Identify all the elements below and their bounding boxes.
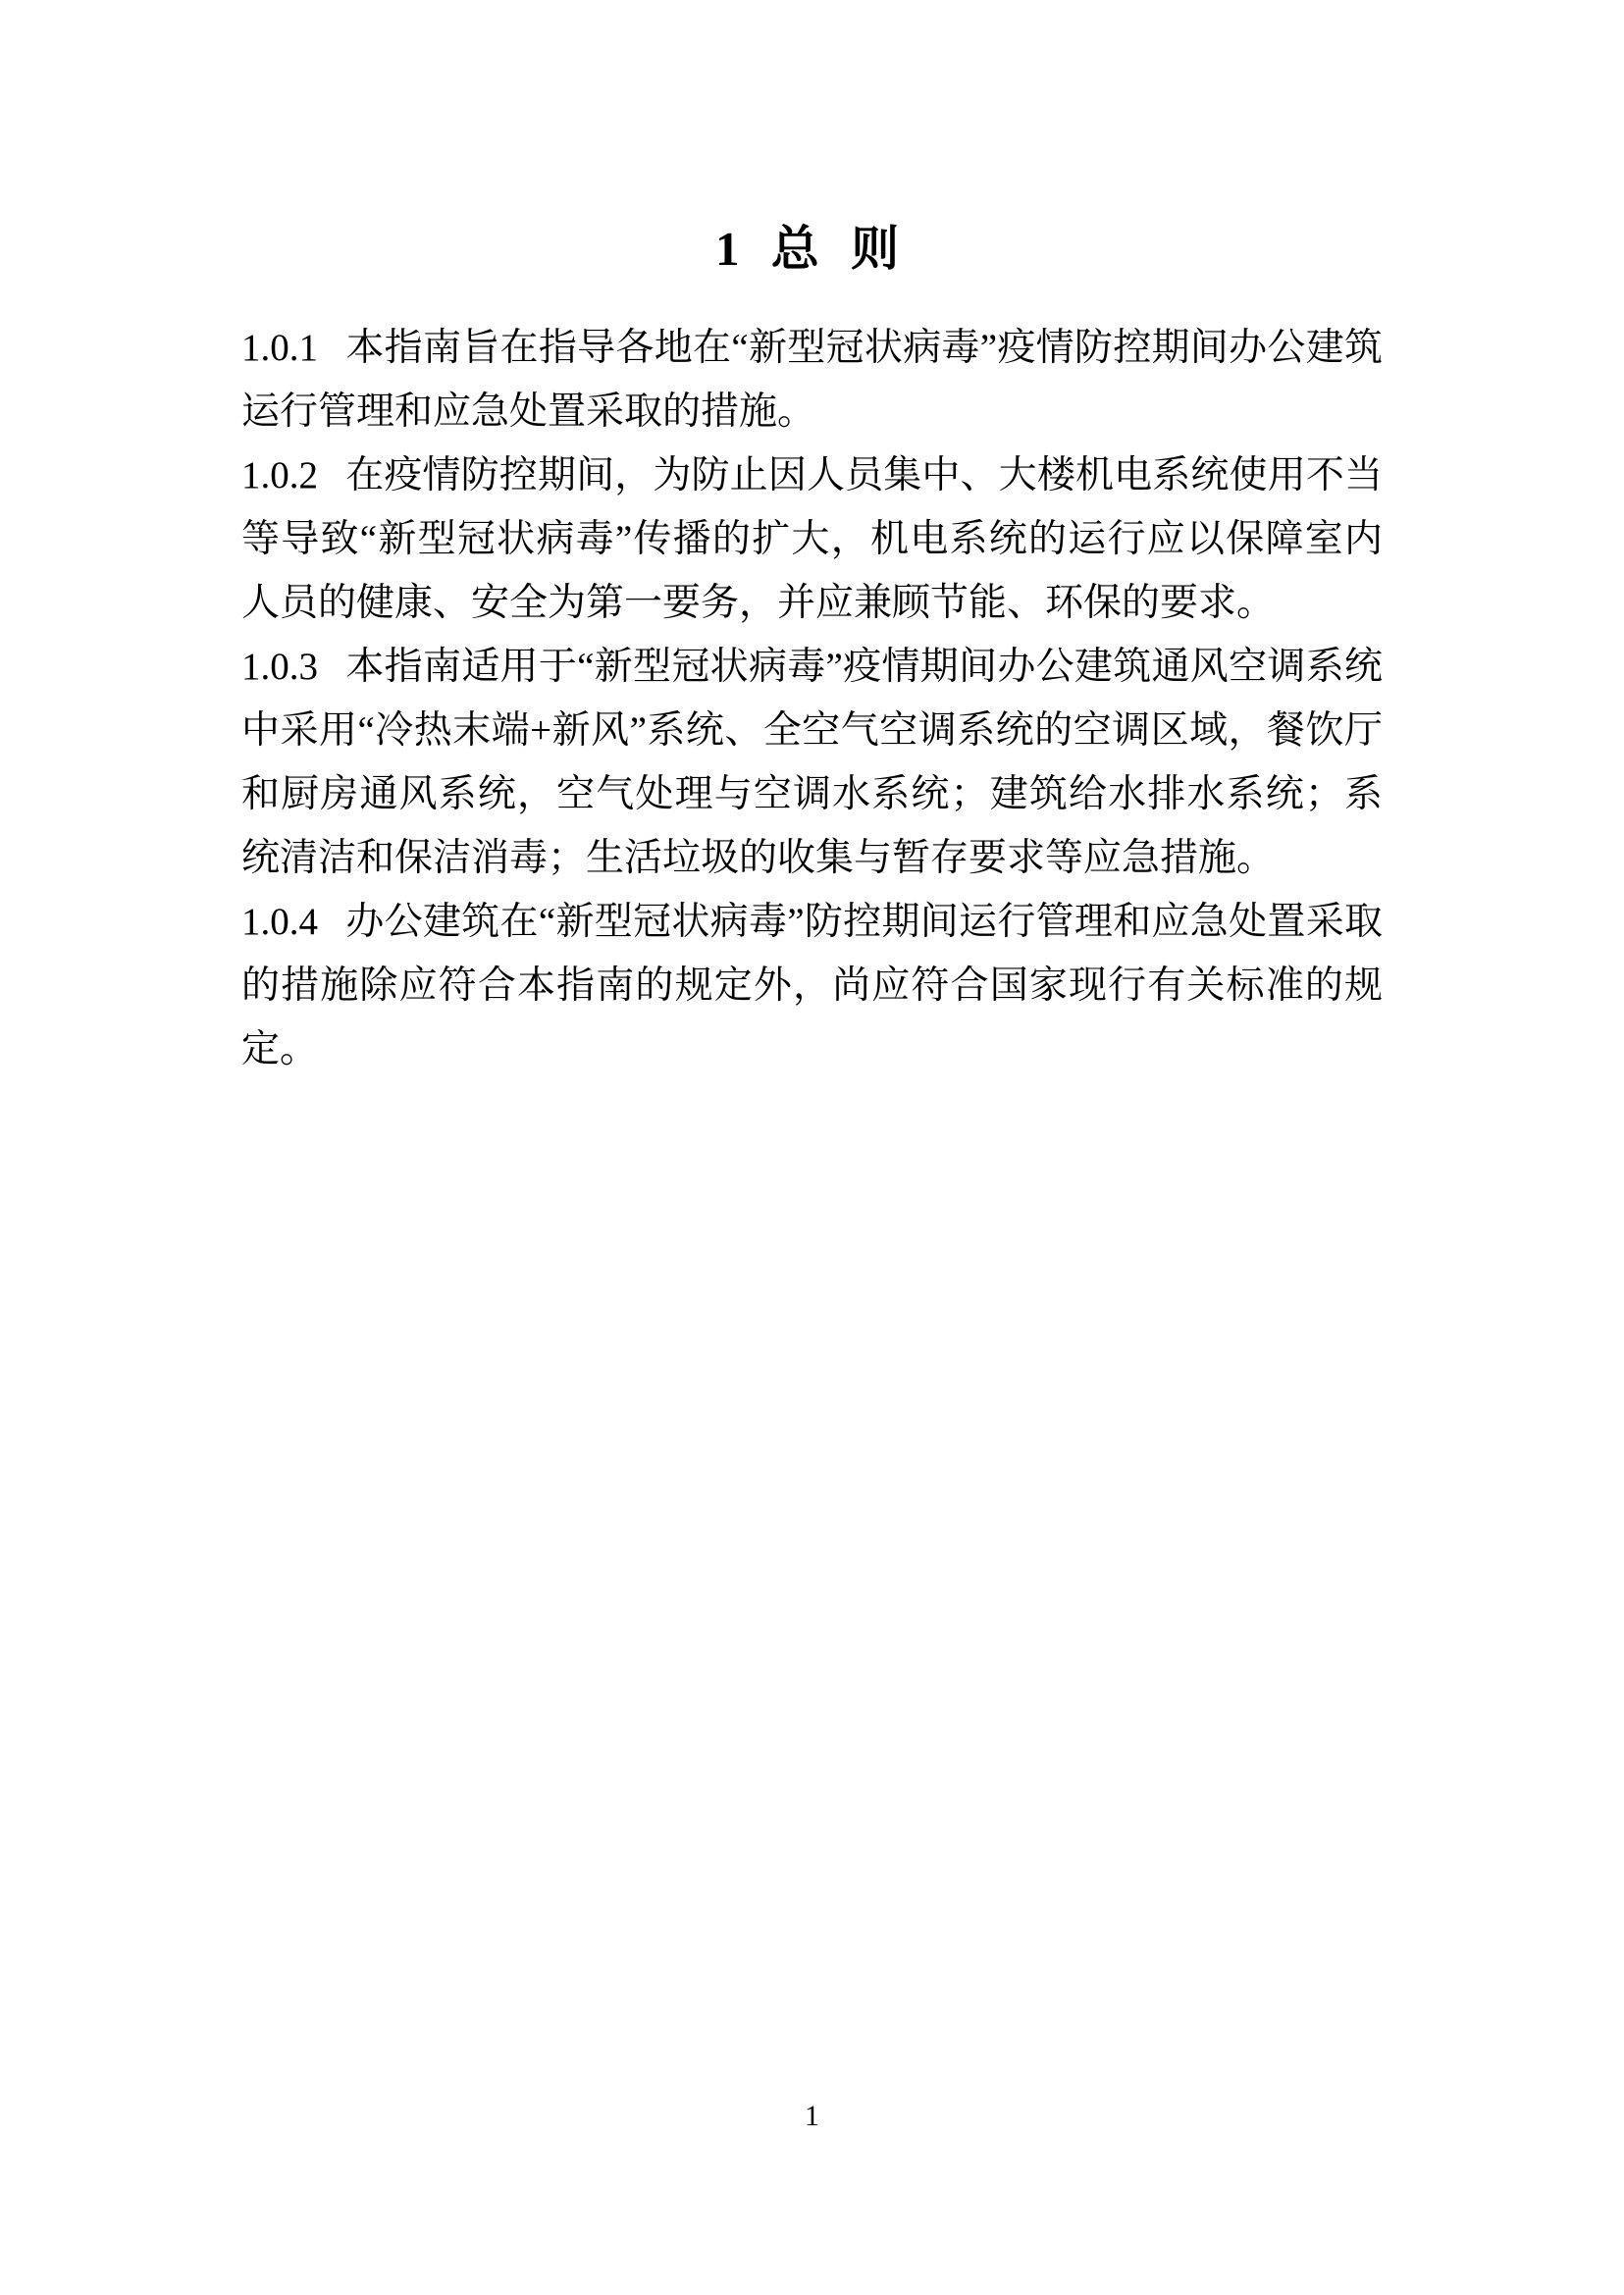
clause-1-0-1 xyxy=(241,316,1383,443)
clause-1-0-2 xyxy=(241,443,1383,635)
clause-number: 1.0.3 xyxy=(241,646,318,688)
clause-number: 1.0.4 xyxy=(241,901,318,943)
document-body xyxy=(0,316,1624,1081)
clause-number: 1.0.1 xyxy=(241,327,318,369)
section-title: 1 总 则 xyxy=(714,222,909,276)
page-number: 1 xyxy=(805,2100,819,2132)
clause-text: 本指南旨在指导各地在“新型冠状病毒”疫情防控期间办公建筑运行管理和应急处置采取的措施。 xyxy=(241,327,1383,433)
clause-1-0-3 xyxy=(241,635,1383,890)
clause-text: 办公建筑在“新型冠状病毒”防控期间运行管理和应急处置采取的措施除应符合本指南的规定外，尚应符合国家现行有关标准的规定。 xyxy=(241,901,1383,1070)
clause-1-0-4 xyxy=(241,890,1383,1081)
clause-number: 1.0.2 xyxy=(241,454,318,496)
clause-text: 在疫情防控期间，为防止因人员集中、大楼机电系统使用不当等导致“新型冠状病毒”传播的扩大，机电系统的运行应以保障室内人员的健康、安全为第一要务，并应兼顾节能、环保的要求。 xyxy=(241,454,1383,624)
clause-text: 本指南适用于“新型冠状病毒”疫情期间办公建筑通风空调系统中采用“冷热末端+新风”系统、全空气空调系统的空调区域，餐饮厅和厨房通风系统，空气处理与空调水系统；建筑给水排水系统；系统清洁和保洁消毒；生活垃圾的收集与暂存要求等应急措施。 xyxy=(241,646,1383,879)
